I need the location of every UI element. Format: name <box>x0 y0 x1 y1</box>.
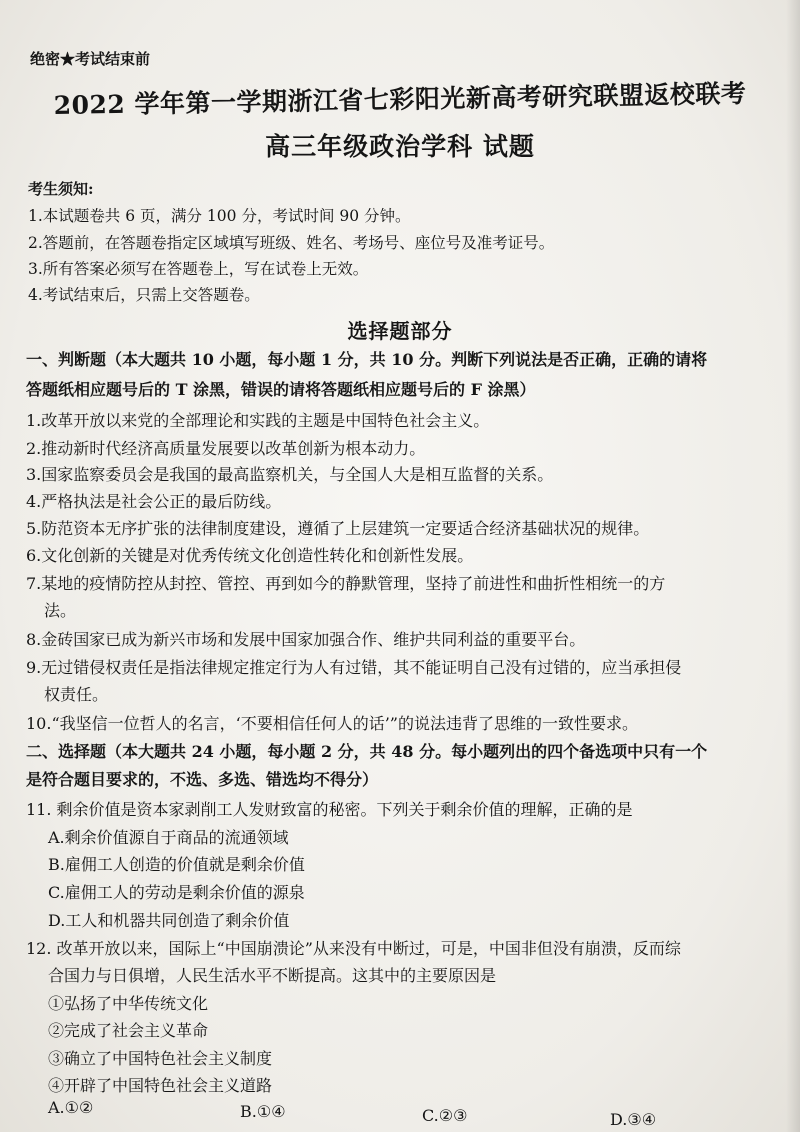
part1-heading-cont: 答题纸相应题号后的 T 涂黑，错误的请将答题纸相应题号后的 F 涂黑） <box>26 380 536 399</box>
question-1: 1.改革开放以来党的全部理论和实践的主题是中国特色社会主义。 <box>26 411 490 430</box>
question-12-stem: 12. 改革开放以来，国际上“中国崩溃论”从来没有中断过，可是，中国非但没有崩溃，反而综 <box>26 939 681 958</box>
notice-heading: 考生须知: <box>28 180 94 198</box>
q12-option-b: B.①④ <box>240 1102 286 1121</box>
q11-option-b: B.雇佣工人创造的价值就是剩余价值 <box>48 855 305 874</box>
question-7: 7.某地的疫情防控从封控、管控、再到如今的静默管理，坚持了前进性和曲折性相统一的方 <box>26 574 666 593</box>
q12-statement-1: ①弘扬了中华传统文化 <box>48 994 209 1013</box>
q12-option-a: A.①② <box>48 1098 94 1117</box>
part2-heading-cont: 是符合题目要求的，不选、多选、错选均不得分） <box>26 770 379 789</box>
page-edge-shadow <box>786 0 800 1132</box>
exam-subtitle: 高三年级政治学科 试题 <box>265 132 535 161</box>
question-9: 9.无过错侵权责任是指法律规定推定行为人有过错，其不能证明自己没有过错的，应当承担侵 <box>26 658 682 677</box>
q12-statement-4: ④开辟了中国特色社会主义道路 <box>48 1076 273 1095</box>
question-3: 3.国家监察委员会是我国的最高监察机关，与全国人大是相互监督的关系。 <box>26 465 554 484</box>
q12-statement-3: ③确立了中国特色社会主义制度 <box>48 1049 273 1068</box>
question-11-stem: 11. 剩余价值是资本家剥削工人发财致富的秘密。下列关于剩余价值的理解，正确的是 <box>26 800 633 819</box>
q12-option-c: C.②③ <box>422 1106 468 1125</box>
q11-option-a: A.剩余价值源自于商品的流通领域 <box>48 828 289 847</box>
q11-option-c: C.雇佣工人的劳动是剩余价值的源泉 <box>48 883 305 902</box>
part1-heading: 一、判断题（本大题共 10 小题，每小题 1 分，共 10 分。判断下列说法是否正确，正确的请将 <box>26 350 708 369</box>
secret-label: 绝密★考试结束前 <box>30 50 151 68</box>
question-5: 5.防范资本无序扩张的法律制度建设，遵循了上层建筑一定要适合经济基础状况的规律。 <box>26 519 650 538</box>
q11-option-d: D.工人和机器共同创造了剩余价值 <box>48 911 290 930</box>
question-2: 2.推动新时代经济高质量发展要以改革创新为根本动力。 <box>26 439 426 458</box>
section-title: 选择题部分 <box>347 319 453 343</box>
notice-item: 3.所有答案必须写在答题卷上，写在试卷上无效。 <box>28 260 369 278</box>
notice-item: 1.本试题卷共 6 页，满分 100 分，考试时间 90 分钟。 <box>28 207 411 225</box>
question-4: 4.严格执法是社会公正的最后防线。 <box>26 492 282 511</box>
question-12-stem-cont: 合国力与日俱增，人民生活水平不断提高。这其中的主要原因是 <box>48 966 497 985</box>
question-10: 10.“我坚信一位哲人的名言，‘不要相信任何人的话’”的说法违背了思维的一致性要求。 <box>26 714 638 733</box>
question-9-cont: 权责任。 <box>44 685 109 704</box>
q12-option-d: D.③④ <box>610 1110 657 1129</box>
notice-item: 4.考试结束后，只需上交答题卷。 <box>28 286 260 304</box>
part2-heading: 二、选择题（本大题共 24 小题，每小题 2 分，共 48 分。每小题列出的四个备选项中只有一个 <box>26 742 708 761</box>
question-7-cont: 法。 <box>44 601 77 620</box>
exam-title: 2022 学年第一学期浙江省七彩阳光新高考研究联盟返校联考 <box>53 78 747 121</box>
notice-item: 2.答题前，在答题卷指定区域填写班级、姓名、考场号、座位号及准考证号。 <box>28 234 555 252</box>
question-8: 8.金砖国家已成为新兴市场和发展中国家加强合作、维护共同利益的重要平台。 <box>26 630 586 649</box>
question-6: 6.文化创新的关键是对优秀传统文化创造性转化和创新性发展。 <box>26 546 474 565</box>
q12-statement-2: ②完成了社会主义革命 <box>48 1021 209 1040</box>
